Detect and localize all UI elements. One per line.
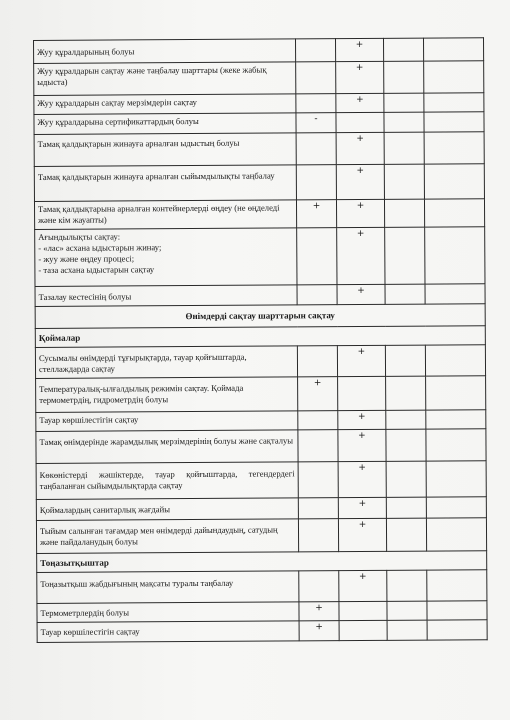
mark-col1 <box>298 519 338 552</box>
criterion-text: Сусымалы өнімдерді тұғырықтарда, тауар қойғыштарда, стеллаждарда сақтау <box>35 346 297 379</box>
table-row <box>35 284 485 307</box>
mark-col2: + <box>338 429 386 461</box>
mark-col1: + <box>299 621 339 641</box>
table-row <box>34 38 484 64</box>
mark-col3 <box>383 38 423 61</box>
mark-col4 <box>425 345 485 376</box>
mark-col4 <box>426 429 486 461</box>
criterion-text: Тамақ өнімдерінде жарамдылық мерзімдерінің болуы және сақталуы <box>36 430 298 464</box>
mark-col4 <box>427 620 487 640</box>
mark-col2 <box>336 112 384 132</box>
subsection-title-warehouses: Қоймалар <box>35 326 485 348</box>
mark-col4 <box>426 461 486 497</box>
mark-col1: + <box>296 200 336 228</box>
table-row <box>35 345 485 379</box>
mark-col2: + <box>337 284 385 304</box>
mark-col3 <box>386 410 426 429</box>
mark-col3 <box>384 112 424 132</box>
mark-col3 <box>384 199 424 227</box>
mark-col2: + <box>337 345 385 376</box>
mark-col2 <box>339 620 387 640</box>
mark-col4 <box>424 61 484 93</box>
mark-col3 <box>384 93 424 112</box>
criterion-text: Тауар көршілестігін сақтау <box>37 621 299 643</box>
criterion-text: Тазалау кестесінің болуы <box>35 285 297 307</box>
mark-col4 <box>426 518 486 551</box>
mark-col3 <box>386 497 426 518</box>
mark-col2: + <box>336 164 384 199</box>
mark-col1 <box>298 498 338 519</box>
table-row <box>37 570 487 604</box>
mark-col3 <box>387 620 427 640</box>
table-row <box>35 227 485 287</box>
section-header-row <box>35 304 485 329</box>
mark-col1 <box>297 346 337 377</box>
mark-col4 <box>425 284 485 304</box>
criterion-text: Жуу құралдарына сертификаттардың болуы <box>34 113 296 135</box>
mark-col1: + <box>298 377 338 411</box>
table-row <box>36 461 486 500</box>
table-row <box>36 497 486 521</box>
mark-col2: + <box>336 61 384 93</box>
table-row <box>37 620 487 643</box>
table-row <box>36 376 486 413</box>
mark-col3 <box>385 345 425 376</box>
criterion-text: Жуу құралдарын сақтау мерзімдерін сақтау <box>34 94 296 115</box>
mark-col3 <box>385 284 425 304</box>
criterion-text: Тоңазытқыш жабдығының мақсаты туралы таңбалау <box>37 571 299 604</box>
mark-col1 <box>298 411 338 430</box>
mark-col3 <box>385 227 425 284</box>
mark-col1 <box>297 228 337 285</box>
mark-col1 <box>296 94 336 113</box>
mark-col1: + <box>299 602 339 621</box>
mark-col3 <box>384 61 424 93</box>
mark-col2: + <box>338 518 386 551</box>
mark-col2: + <box>338 461 386 497</box>
table-row <box>34 199 484 230</box>
mark-col2: + <box>335 38 383 61</box>
mark-col1: - <box>296 113 336 133</box>
mark-col3 <box>387 601 427 620</box>
mark-col3 <box>386 461 426 497</box>
mark-col2: + <box>338 497 386 518</box>
mark-col3 <box>386 429 426 461</box>
table-row <box>36 518 486 554</box>
mark-col2 <box>338 376 386 410</box>
mark-col1 <box>298 430 338 462</box>
mark-col3 <box>386 376 426 410</box>
table-row <box>34 132 484 167</box>
section-title: Өнімдерді сақтау шарттарын сақтау <box>35 304 485 329</box>
mark-col1 <box>299 571 339 602</box>
mark-col2 <box>339 601 387 620</box>
criterion-text: Тамақ қалдықтарын жинауға арналған сыйымдылықты таңбалау <box>34 165 296 202</box>
criterion-text: Көкөністерді жәшіктерде, тауар қойғыштарда, тегендердегі таңбаланған сыйымдылықтарда сақтау <box>36 462 298 500</box>
mark-col3 <box>384 164 424 199</box>
mark-col4 <box>424 93 484 112</box>
subsection-title-refrigerators: Тоңазытқыштар <box>37 551 487 573</box>
checklist-table <box>33 37 488 643</box>
mark-col1 <box>296 165 336 200</box>
criterion-text: Термометрлердің болуы <box>37 602 299 623</box>
mark-col2: + <box>336 132 384 164</box>
mark-col4 <box>426 410 486 429</box>
criterion-text: Тамақ қалдықтарын жинауға арналған ыдыстың болуы <box>34 133 296 167</box>
mark-col1 <box>295 39 335 62</box>
table-row <box>34 61 484 96</box>
mark-col4 <box>425 227 485 284</box>
mark-col1 <box>296 62 336 94</box>
mark-col3 <box>387 570 427 601</box>
mark-col1 <box>297 285 337 305</box>
table-row <box>34 112 484 135</box>
mark-col4 <box>426 376 486 410</box>
criterion-text: Ағындылықты сақтау: - «лас» асхана ыдыстарын жинау; - жуу және өңдеу процесі; - таза асхана ыдыстарын сақтау <box>35 228 297 287</box>
mark-col1 <box>296 133 336 165</box>
criterion-text: Қоймалардың санитарлық жағдайы <box>36 498 298 521</box>
mark-col4 <box>424 199 484 227</box>
criterion-text: Жуу құралдарының болуы <box>34 39 296 64</box>
mark-col2: + <box>338 410 386 429</box>
checklist-table-wrapper <box>33 37 487 643</box>
mark-col4 <box>426 497 486 518</box>
mark-col4 <box>424 164 484 199</box>
mark-col2: + <box>336 93 384 112</box>
mark-col2: + <box>336 199 384 227</box>
mark-col2: + <box>339 570 387 601</box>
mark-col2: + <box>337 227 385 284</box>
mark-col4 <box>427 601 487 620</box>
mark-col4 <box>424 132 484 164</box>
mark-col4 <box>424 112 484 132</box>
mark-col3 <box>386 518 426 551</box>
criterion-text: Тыйым салынған тағамдар мен өнімдерді дайындаудың, сатудың және пайдаланудың болуы <box>36 519 298 554</box>
mark-col3 <box>384 132 424 164</box>
criterion-text: Температуралық-ылғалдылық режимін сақтау. Қоймада термометрдің, гидрометрдің болуы <box>36 377 298 413</box>
table-row <box>36 429 486 464</box>
criterion-text: Тауар көршілестігін сақтау <box>36 411 298 432</box>
criterion-text: Тамақ қалдықтарына арналған контейнерлерді өңдеу (не өңделеді және кім жауапты) <box>34 200 296 230</box>
criterion-text: Жуу құралдарын сақтау және таңбалау шарттары (жеке жабық ыдыста) <box>34 62 296 96</box>
mark-col1 <box>298 462 338 498</box>
mark-col4 <box>427 570 487 601</box>
table-row <box>34 164 484 202</box>
mark-col4 <box>423 38 483 61</box>
